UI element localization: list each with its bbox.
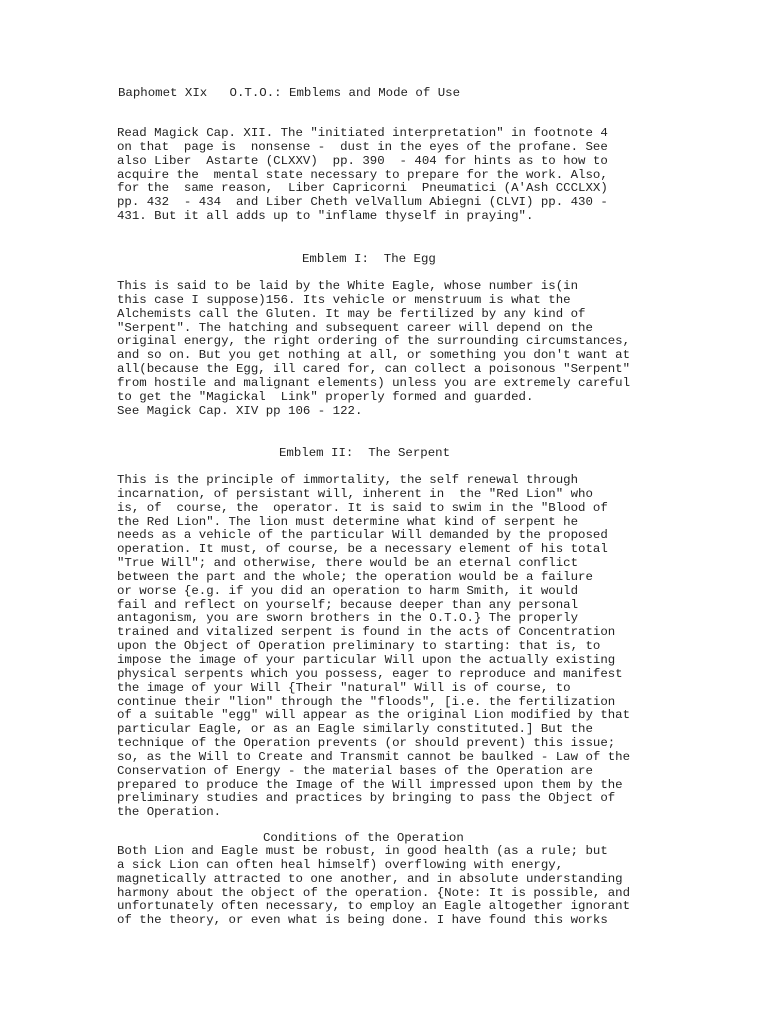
emblem-2-heading: Emblem II: The Serpent (279, 446, 451, 460)
intro-paragraph: Read Magick Cap. XII. The "initiated interpretation" in footnote 4 on that page is nonsense - dust in the eyes of the profane. See also Liber Astarte (CLXXV) pp. 390 - 404 for hints as to how to acquire the mental state necessary to prepare for the work. Also, for the same reason, Liber Capricorni Pneumatici (A'Ash CCCLXX) pp. 432 - 434 and Liber Cheth velVallum Abiegni (CLVI) pp. 430 - 431. But it all adds up to "inflame thyself in praying". (117, 126, 608, 224)
emblem-2-paragraph: This is the principle of immortality, the self renewal through incarnation, of persistant will, inherent in the "Red Lion" who is, of course, the operator. It is said to swim in the "Blood of the Red Lion". The lion must determine what kind of serpent he needs as a vehicle of the particular Will demanded by the proposed operation. It must, of course, be a necessary element of his total "True Will"; and otherwise, there would be an eternal conflict between the part and the whole; the operation would be a failure or worse {e.g. if you did an operation to harm Smith, it would fail and reflect on yourself; because deeper than any personal antagonism, you are sworn brothers in the O.T.O.} The properly trained and vitalized serpent is found in the acts of Concentration upon the Object of Operation preliminary to starting: that is, to impose the image of your particular Will upon the actually existing physical serpents which you possess, eager to reproduce and manifest the image of your Will {Their "natural" Will is of course, to continue their "lion" through the "floods", [i.e. the fertilization of a suitable "egg" will appear as the original Lion modified by that particular Eagle, or as an Eagle similarly constituted.] But the technique of the Operation prevents (or should prevent) this issue; so, as the Will to Create and Transmit cannot be baulked - Law of the Conservation of Energy - the material bases of the Operation are prepared to produce the Image of the Will impressed upon them by the preliminary studies and practices by bringing to pass the Object of the Operation. (117, 473, 631, 820)
conditions-heading: Conditions of the Operation (263, 831, 464, 845)
emblem-1-paragraph: This is said to be laid by the White Eagle, whose number is(in this case I suppose)156. Its vehicle or menstruum is what the Alchemists call the Gluten. It may be fertilized by any kind of "Serpent". The hatching and subsequent career will depend on the original energy, the right ordering of the surrounding circumstances, and so on. But you get nothing at all, or something you don't want at all(because the Egg, ill cared for, can collect a poisonous "Serpent" from hostile and malignant elements) unless you are extremely careful to get the "Magickal Link" properly formed and guarded. See Magick Cap. XIV pp 106 - 122. (117, 279, 631, 418)
document-header: Baphomet XIx O.T.O.: Emblems and Mode of Use (118, 86, 461, 100)
emblem-1-heading: Emblem I: The Egg (302, 252, 436, 266)
conditions-paragraph: Both Lion and Eagle must be robust, in good health (as a rule; but a sick Lion can often heal himself) overflowing with energy, magnetically attracted to one another, and in absolute understanding harmony about the object of the operation. {Note: It is possible, and unfortunately often necessary, to employ an Eagle altogether ignorant of the theory, or even what is being done. I have found this works (117, 844, 631, 928)
